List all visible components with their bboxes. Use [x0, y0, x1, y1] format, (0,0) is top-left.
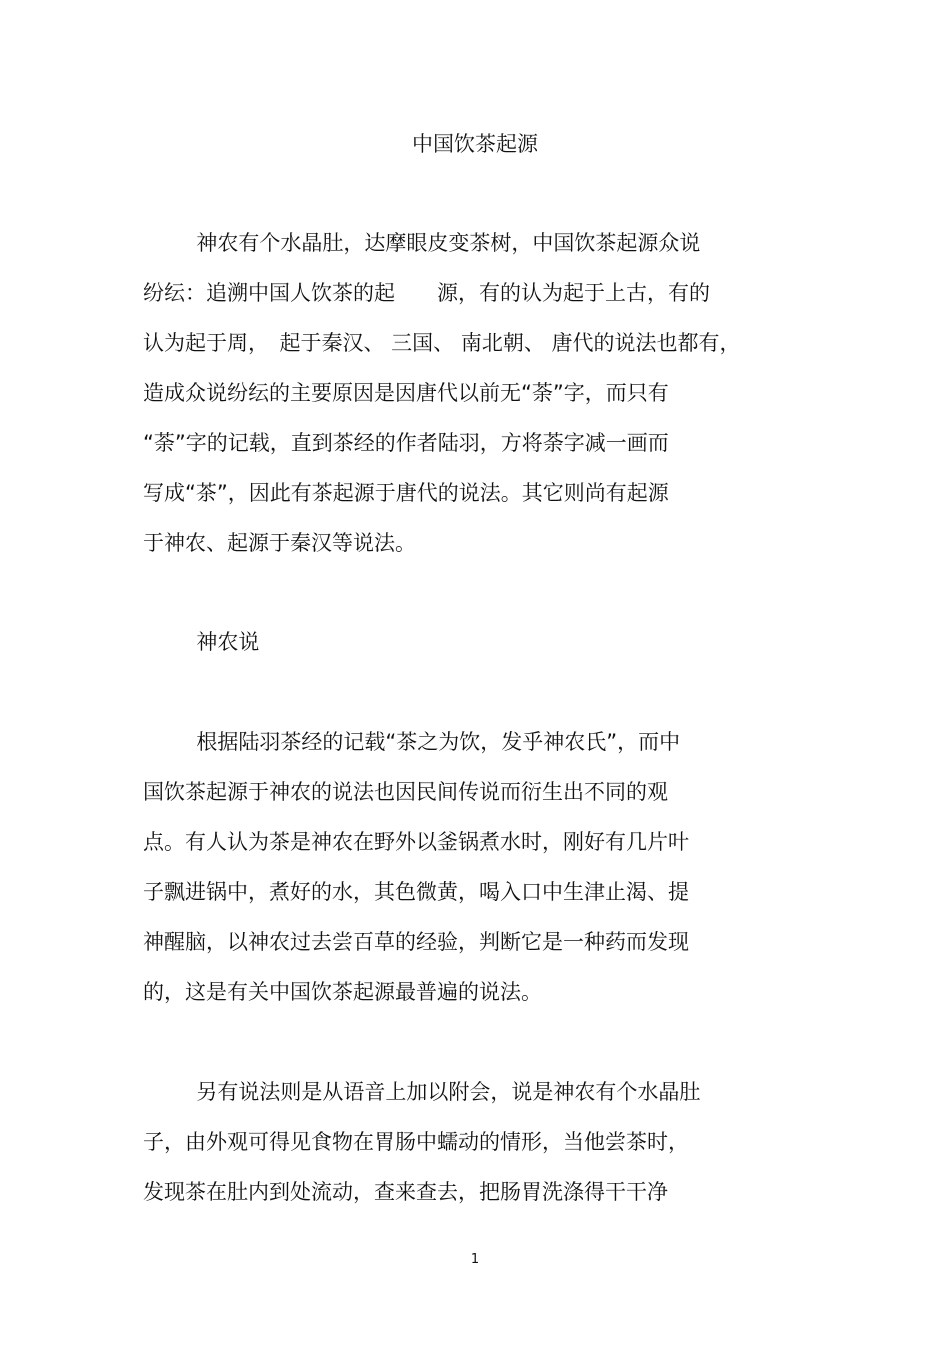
- paragraph-2-line-4: 子飘进锅中，煮好的水，其色微黄，喝入口中生津止渴、提: [143, 880, 689, 904]
- paragraph-1-line-6: 写成“茶”，因此有茶起源于唐代的说法。其它则尚有起源: [143, 481, 669, 505]
- paragraph-2-line-6: 的，这是有关中国饮茶起源最普遍的说法。: [143, 980, 542, 1004]
- section-heading-shennong: 神农说: [143, 630, 260, 654]
- paragraph-1-line-5: “荼”字的记载，直到茶经的作者陆羽，方将荼字减一画而: [143, 431, 669, 455]
- paragraph-2-line-3: 点。有人认为茶是神农在野外以釜锅煮水时，刚好有几片叶: [143, 830, 689, 854]
- paragraph-1-line-2: 纷纭：追溯中国人饮茶的起 源，有的认为起于上古，有的: [143, 281, 710, 305]
- paragraph-2-line-2: 国饮茶起源于神农的说法也因民间传说而衍生出不同的观: [143, 780, 668, 804]
- paragraph-3-line-3: 发现茶在肚内到处流动，查来查去，把肠胃洗涤得干干净: [143, 1180, 668, 1204]
- paragraph-1-line-4: 造成众说纷纭的主要原因是因唐代以前无“荼”字，而只有: [143, 381, 669, 405]
- paragraph-1-line-7: 于神农、起源于秦汉等说法。: [143, 531, 416, 555]
- paragraph-1-line-1: 神农有个水晶肚，达摩眼皮变茶树，中国饮茶起源众说: [143, 231, 701, 255]
- paragraph-3-line-2: 子，由外观可得见食物在胃肠中蠕动的情形，当他尝茶时，: [143, 1130, 689, 1154]
- paragraph-2-line-1: 根据陆羽茶经的记载“茶之为饮，发乎神农氏”，而中: [143, 730, 681, 754]
- paragraph-3-line-1: 另有说法则是从语音上加以附会，说是神农有个水晶肚: [143, 1080, 701, 1104]
- paragraph-2-line-5: 神醒脑，以神农过去尝百草的经验，判断它是一种药而发现: [143, 930, 689, 954]
- page-number: 1: [470, 1252, 480, 1267]
- document-title: 中国饮茶起源: [412, 132, 538, 156]
- paragraph-1-line-3: 认为起于周， 起于秦汉、 三国、 南北朝、 唐代的说法也都有，: [143, 331, 741, 355]
